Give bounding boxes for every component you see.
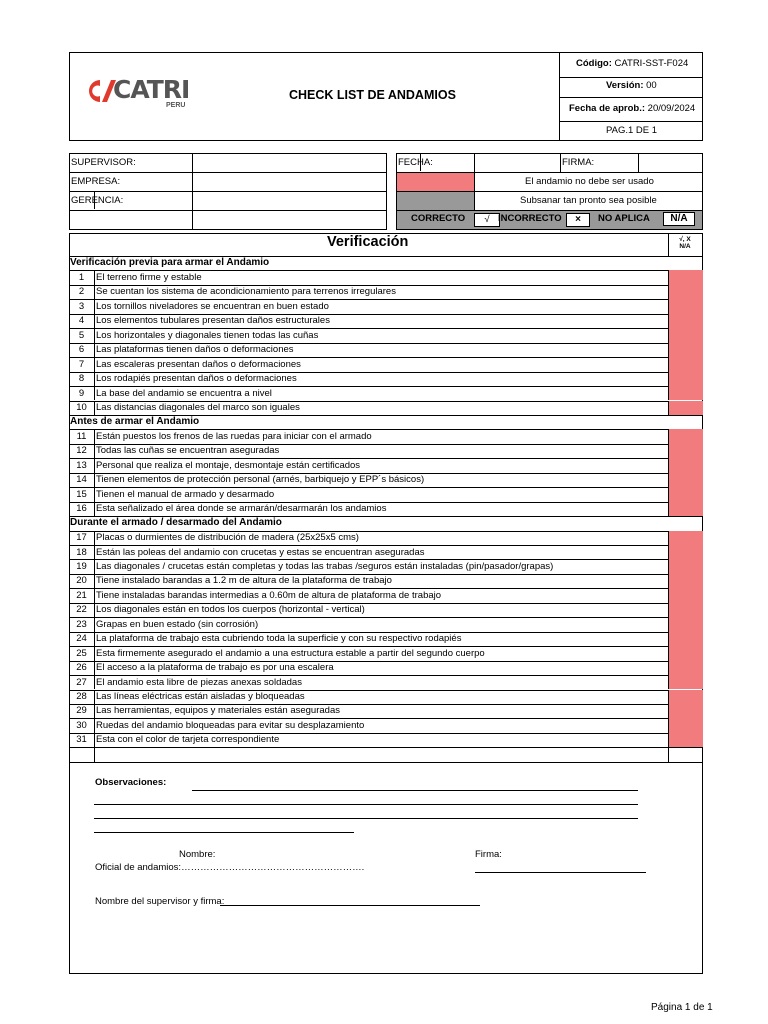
item-mark-cell[interactable] [668, 401, 703, 415]
mark-column-header [670, 236, 700, 250]
item-text: Tiene instaladas barandas intermedias a 0.60m de altura de plataforma de trabajo [96, 589, 442, 601]
row-divider [94, 487, 95, 501]
info-grid-divider [560, 153, 561, 172]
item-number: 11 [76, 430, 87, 442]
no-aplica-label: NO APLICA [598, 213, 650, 224]
title-mark-divider [668, 233, 669, 256]
nombre-label: Nombre: [179, 849, 216, 860]
row-divider [668, 473, 669, 487]
supervisor-field[interactable] [193, 154, 386, 172]
item-number: 29 [76, 705, 87, 717]
empresa-label: EMPRESA: [71, 176, 121, 187]
row-divider [668, 718, 669, 732]
item-mark-cell[interactable] [668, 632, 703, 646]
row-divider [668, 429, 669, 443]
row-divider [94, 617, 95, 631]
item-mark-cell[interactable] [668, 603, 703, 617]
item-number: 12 [76, 445, 87, 457]
row-divider [94, 372, 95, 386]
row-divider [668, 285, 669, 299]
code-row [576, 58, 688, 69]
legend-gray-swatch [397, 192, 474, 210]
cross-box [566, 213, 590, 227]
row-rule [69, 762, 703, 763]
gerencia-label: GERENCIA: [71, 195, 124, 206]
na-symbol: N/A [670, 213, 688, 224]
version-row [606, 80, 657, 91]
header-rule-2 [559, 97, 703, 98]
row-divider [94, 328, 95, 342]
item-text: La plataforma de trabajo esta cubriendo toda la superficie y con su respectivo rodapiés [96, 633, 462, 645]
row-divider [94, 588, 95, 602]
item-number: 7 [78, 358, 85, 370]
row-divider [668, 559, 669, 573]
gerencia-cursor [94, 192, 95, 209]
legend-red-swatch [397, 173, 474, 191]
item-text: Están puestos los frenos de las ruedas para iniciar con el armado [96, 430, 372, 442]
supervisor-signature-line[interactable] [220, 905, 480, 906]
row-divider [668, 574, 669, 588]
item-mark-cell[interactable] [668, 617, 703, 631]
row-divider [668, 646, 669, 660]
item-mark-cell[interactable] [668, 531, 703, 545]
item-mark-cell[interactable] [668, 646, 703, 660]
row-divider [94, 299, 95, 313]
item-number: 20 [76, 575, 87, 587]
section-heading: Antes de armar el Andamio [70, 415, 200, 427]
approval-label: Fecha de aprob.: [569, 103, 646, 114]
row-divider [668, 661, 669, 675]
item-number: 5 [78, 329, 85, 341]
item-text: Las plataformas tienen daños o deformaciones [96, 344, 294, 356]
item-mark-cell[interactable] [668, 314, 703, 328]
row-divider [668, 444, 669, 458]
item-number: 21 [76, 589, 87, 601]
item-mark-cell[interactable] [668, 690, 703, 704]
item-text: Los rodapiés presentan daños o deformaciones [96, 373, 297, 385]
row-divider [94, 401, 95, 415]
info-grid-rule [69, 210, 387, 211]
item-text: Las escaleras presentan daños o deformaciones [96, 358, 301, 370]
row-divider [94, 444, 95, 458]
item-number: 30 [76, 719, 87, 731]
item-number: 31 [76, 734, 87, 746]
observaciones-label: Observaciones: [95, 777, 167, 788]
row-divider [94, 429, 95, 443]
observaciones-line-4[interactable] [94, 832, 354, 833]
item-text: Los horizontales y diagonales tienen todas las cuñas [96, 329, 319, 341]
section-heading: Verificación previa para armar el Andamio [70, 257, 270, 268]
row-divider [94, 270, 95, 284]
firma-footer-label: Firma: [475, 849, 502, 860]
row-divider [668, 704, 669, 718]
row-divider [94, 458, 95, 472]
row-divider [668, 386, 669, 400]
logo-text: CATRI [113, 75, 190, 104]
item-number: 23 [76, 618, 87, 630]
item-number: 15 [76, 488, 87, 500]
row-divider [668, 372, 669, 386]
item-mark-cell[interactable] [668, 704, 703, 718]
row-divider [94, 646, 95, 660]
section-heading: Durante el armado / desarmado del Andamio [70, 517, 282, 529]
item-text: Los diagonales están en todos los cuerpos (horizontal - vertical) [96, 604, 365, 616]
mark-header-line1: √, X [679, 236, 691, 243]
correcto-label: CORRECTO [411, 213, 466, 224]
version-label: Versión: [606, 80, 644, 91]
row-divider [94, 718, 95, 732]
row-divider [668, 487, 669, 501]
item-mark-cell[interactable] [668, 718, 703, 732]
company-logo [80, 75, 190, 114]
page-indicator: PAG.1 DE 1 [606, 125, 658, 136]
item-mark-cell[interactable] [668, 328, 703, 342]
item-mark-cell[interactable] [668, 473, 703, 487]
item-text: El acceso a la plataforma de trabajo es por una escalera [96, 662, 334, 674]
item-text: Los tornillos niveladores se encuentran en buen estado [96, 300, 329, 312]
item-mark-cell[interactable] [668, 588, 703, 602]
item-number: 6 [78, 344, 85, 356]
item-mark-cell[interactable] [668, 559, 703, 573]
row-divider [94, 502, 95, 516]
row-divider [94, 747, 95, 761]
catri-mark-icon [80, 78, 116, 104]
item-mark-cell[interactable] [668, 661, 703, 675]
logo-subtext: PERU [166, 102, 186, 109]
item-mark-cell[interactable] [668, 733, 703, 747]
item-number: 17 [76, 532, 87, 544]
item-mark-cell[interactable] [668, 299, 703, 313]
item-mark-cell[interactable] [668, 458, 703, 472]
supervisor-label: SUPERVISOR: [71, 157, 136, 168]
firma-label: FIRMA: [562, 157, 595, 168]
row-divider [94, 386, 95, 400]
empresa-field[interactable] [193, 173, 386, 191]
item-number: 24 [76, 633, 87, 645]
row-divider [668, 401, 669, 415]
item-number: 4 [78, 315, 85, 327]
item-mark-cell[interactable] [668, 545, 703, 559]
fecha-field[interactable] [475, 154, 560, 172]
fecha-label: FECHA: [398, 157, 433, 168]
row-divider [94, 704, 95, 718]
item-text: Todas las cuñas se encuentran aseguradas [96, 445, 280, 457]
row-divider [668, 733, 669, 747]
check-icon: √ [484, 214, 490, 225]
item-text: Tienen el manual de armado y desarmado [96, 488, 275, 500]
item-text: Tienen elementos de protección personal (arnés, barbiquejo y EPP´s básicos) [96, 474, 425, 486]
fecha-cursor [420, 154, 421, 171]
item-number: 28 [76, 691, 87, 702]
legend-red-text: El andamio no debe ser usado [525, 176, 654, 187]
row-divider [668, 270, 669, 284]
item-mark-cell[interactable] [668, 444, 703, 458]
na-box [663, 212, 695, 226]
item-text: Los elementos tubulares presentan daños estructurales [96, 315, 330, 327]
incorrecto-label: INCORRECTO [498, 213, 562, 224]
row-divider [94, 357, 95, 371]
observaciones-line-2[interactable] [94, 804, 638, 805]
item-mark-cell[interactable] [668, 343, 703, 357]
verification-title: Verificación [327, 234, 409, 250]
row-divider [668, 617, 669, 631]
item-number: 13 [76, 459, 87, 471]
page-footer: Página 1 de 1 [651, 1002, 713, 1013]
item-mark-cell[interactable] [668, 372, 703, 386]
mark-header-line2: N/A [679, 243, 691, 250]
row-divider [94, 632, 95, 646]
row-divider [94, 545, 95, 559]
row-divider [668, 458, 669, 472]
row-divider [668, 545, 669, 559]
item-mark-cell[interactable] [668, 487, 703, 501]
item-text: El andamio esta libre de piezas anexas soldadas [96, 676, 302, 688]
firma-field[interactable] [639, 154, 702, 172]
item-mark-cell[interactable] [668, 574, 703, 588]
item-text: Las herramientas, equipos y materiales están aseguradas [96, 705, 340, 717]
row-divider [668, 603, 669, 617]
item-number: 19 [76, 560, 87, 572]
item-mark-cell[interactable] [668, 675, 703, 689]
page-title: CHECK LIST DE ANDAMIOS [289, 88, 456, 102]
item-number: 2 [78, 286, 85, 298]
row-divider [94, 661, 95, 675]
item-number: 18 [76, 546, 87, 558]
row-divider [668, 632, 669, 646]
item-text: Ruedas del andamio bloqueadas para evitar su desplazamiento [96, 719, 365, 731]
row-divider [94, 473, 95, 487]
item-text: Placas o durmientes de distribución de madera (25x25x5 cms) [96, 532, 359, 544]
firma-footer-line[interactable] [475, 872, 646, 873]
item-mark-cell[interactable] [668, 429, 703, 443]
item-number: 1 [78, 271, 85, 283]
check-box [474, 213, 500, 227]
item-text: Personal que realiza el montaje, desmontaje están certificados [96, 459, 361, 471]
item-number: 14 [76, 474, 87, 486]
row-divider [94, 574, 95, 588]
item-number: 27 [76, 676, 87, 688]
item-text: Están las poleas del andamio con crucetas y estas se encuentran aseguradas [96, 546, 425, 558]
item-number: 9 [78, 387, 85, 399]
observaciones-line-1[interactable] [192, 790, 638, 791]
row-divider [94, 531, 95, 545]
empty-mark-cell[interactable] [668, 747, 703, 761]
row-divider [668, 357, 669, 371]
header-rule-3 [559, 121, 703, 122]
row-divider [668, 588, 669, 602]
item-text: Grapas en buen estado (sin corrosión) [96, 618, 259, 630]
item-number: 8 [78, 373, 85, 385]
item-text: El terreno firme y estable [96, 271, 202, 283]
item-text: Tiene instalado barandas a 1.2 m de altura de la plataforma de trabajo [96, 575, 392, 587]
item-text: Esta firmemente asegurado el andamio a una estructura estable a partir del segundo cuerpo [96, 647, 485, 659]
item-text: La base del andamio se encuentra a nivel [96, 387, 272, 399]
supervisor-signature-label: Nombre del supervisor y firma: [95, 896, 225, 907]
item-mark-cell[interactable] [668, 386, 703, 400]
row-divider [668, 531, 669, 545]
oficial-label: Oficial de andamios:…………………………………………………. [95, 862, 365, 873]
item-mark-cell[interactable] [668, 502, 703, 516]
row-divider [94, 314, 95, 328]
row-divider [668, 328, 669, 342]
item-mark-cell[interactable] [668, 270, 703, 284]
row-divider [668, 314, 669, 328]
item-number: 3 [78, 300, 85, 312]
row-divider [94, 559, 95, 573]
row-divider [668, 299, 669, 313]
version-value: 00 [646, 80, 657, 91]
item-number: 10 [76, 402, 87, 413]
item-mark-cell[interactable] [668, 357, 703, 371]
row-divider [94, 285, 95, 299]
row-divider [94, 690, 95, 704]
item-number: 16 [76, 503, 87, 515]
item-text: Se cuentan los sistema de acondicionamiento para terrenos irregulares [96, 286, 396, 298]
code-value: CATRI-SST-F024 [614, 58, 689, 69]
item-number: 26 [76, 662, 87, 674]
row-divider [94, 733, 95, 747]
item-mark-cell[interactable] [668, 285, 703, 299]
header-rule-1 [559, 77, 703, 78]
row-rule [69, 747, 703, 748]
approval-row [569, 103, 695, 114]
row-divider [94, 675, 95, 689]
item-text: Esta señalizado el área donde se armarán/desarmarán los andamios [96, 503, 387, 515]
row-divider [94, 343, 95, 357]
row-divider [668, 675, 669, 689]
legend-gray-text: Subsanar tan pronto sea posible [520, 195, 657, 206]
item-text: Esta con el color de tarjeta correspondiente [96, 734, 280, 746]
item-text: Las diagonales / crucetas están completas y todas las trabas /seguros están instaladas (pin/pasador/grapas) [96, 560, 554, 572]
gerencia-field[interactable] [193, 192, 386, 210]
item-text: Las distancias diagonales del marco son iguales [96, 402, 300, 413]
row-divider [668, 502, 669, 516]
observaciones-line-3[interactable] [94, 818, 638, 819]
item-number: 22 [76, 604, 87, 616]
row-divider [668, 690, 669, 704]
row-divider [668, 343, 669, 357]
item-text: Las líneas eléctricas están aisladas y bloqueadas [96, 691, 305, 702]
code-label: Código: [576, 58, 612, 69]
cross-icon: × [575, 214, 581, 225]
approval-value: 20/09/2024 [647, 103, 696, 114]
item-number: 25 [76, 647, 87, 659]
row-divider [94, 603, 95, 617]
